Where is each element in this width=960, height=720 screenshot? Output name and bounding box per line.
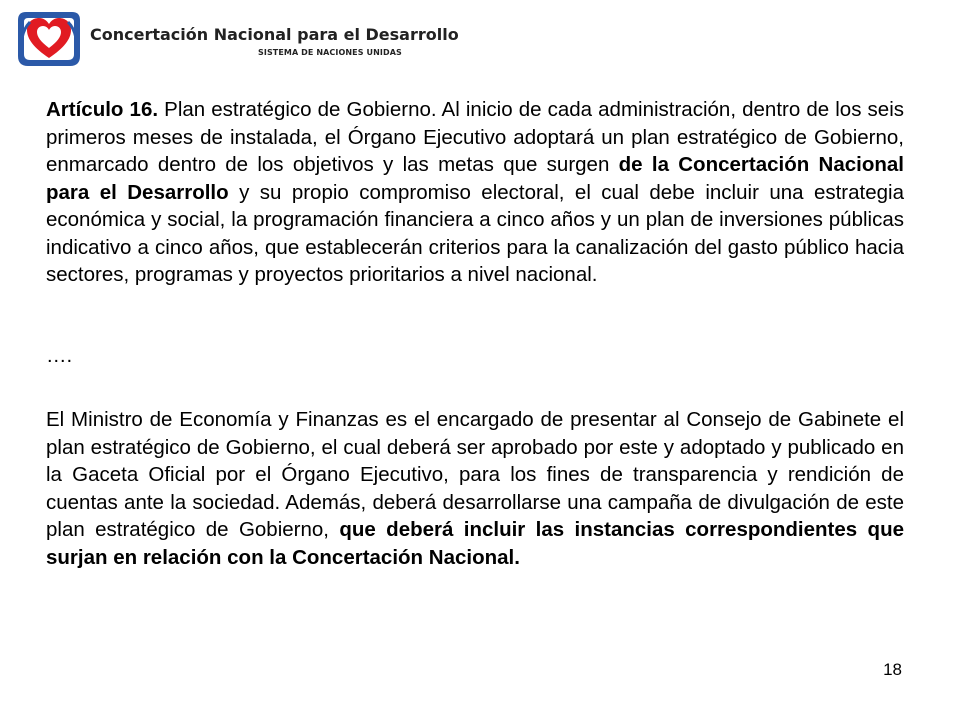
ellipsis: …. bbox=[46, 344, 73, 367]
paragraph-1-bold: de la Concertación Nacional para el Desarrollo bbox=[46, 153, 904, 204]
org-title: Concertación Nacional para el Desarrollo bbox=[90, 25, 459, 44]
page-number: 18 bbox=[883, 660, 902, 679]
paragraph-1-text-a: Plan estratégico de Gobierno. Al inicio de cada administración, dentro de los seis primeros meses de instalada, el Órgano Ejecutivo adoptará un plan estratégico de Gobierno, enmarcado dentro de los objetivos y las metas que surgen bbox=[46, 98, 905, 176]
paragraph-2-text: El Ministro de Economía y Finanzas es el encargado de presentar al Consejo de Gabinete el plan estratégico de Gobierno, el cual deberá ser aprobado por este y adoptado y publicado en la Gaceta Oficial por el Órgano Ejecutivo, para los fines de transparencia y rendición de cuentas ante la sociedad. Además, deberá desarrollarse una campaña de divulgación de este plan estratégico de Gobierno, bbox=[46, 408, 904, 541]
org-subtitle: SISTEMA DE NACIONES UNIDAS bbox=[258, 48, 402, 57]
article-paragraph-1 bbox=[46, 96, 904, 289]
heart-logo-icon bbox=[14, 8, 84, 70]
article-heading: Artículo 16. bbox=[46, 98, 159, 121]
paragraph-2-bold: que deberá incluir las instancias correspondientes que surjan en relación con la Concertación Nacional. bbox=[46, 518, 904, 569]
article-paragraph-2 bbox=[46, 406, 904, 571]
paragraph-1-text-b: y su propio compromiso electoral, el cual debe incluir una estrategia económica y social, la programación financiera a cinco años y un plan de inversiones públicas indicativo a cinco años, que establecerán criterios para la canalización del gasto público hacia sectores, programas y proyectos prioritarios a nivel nacional. bbox=[46, 180, 904, 286]
